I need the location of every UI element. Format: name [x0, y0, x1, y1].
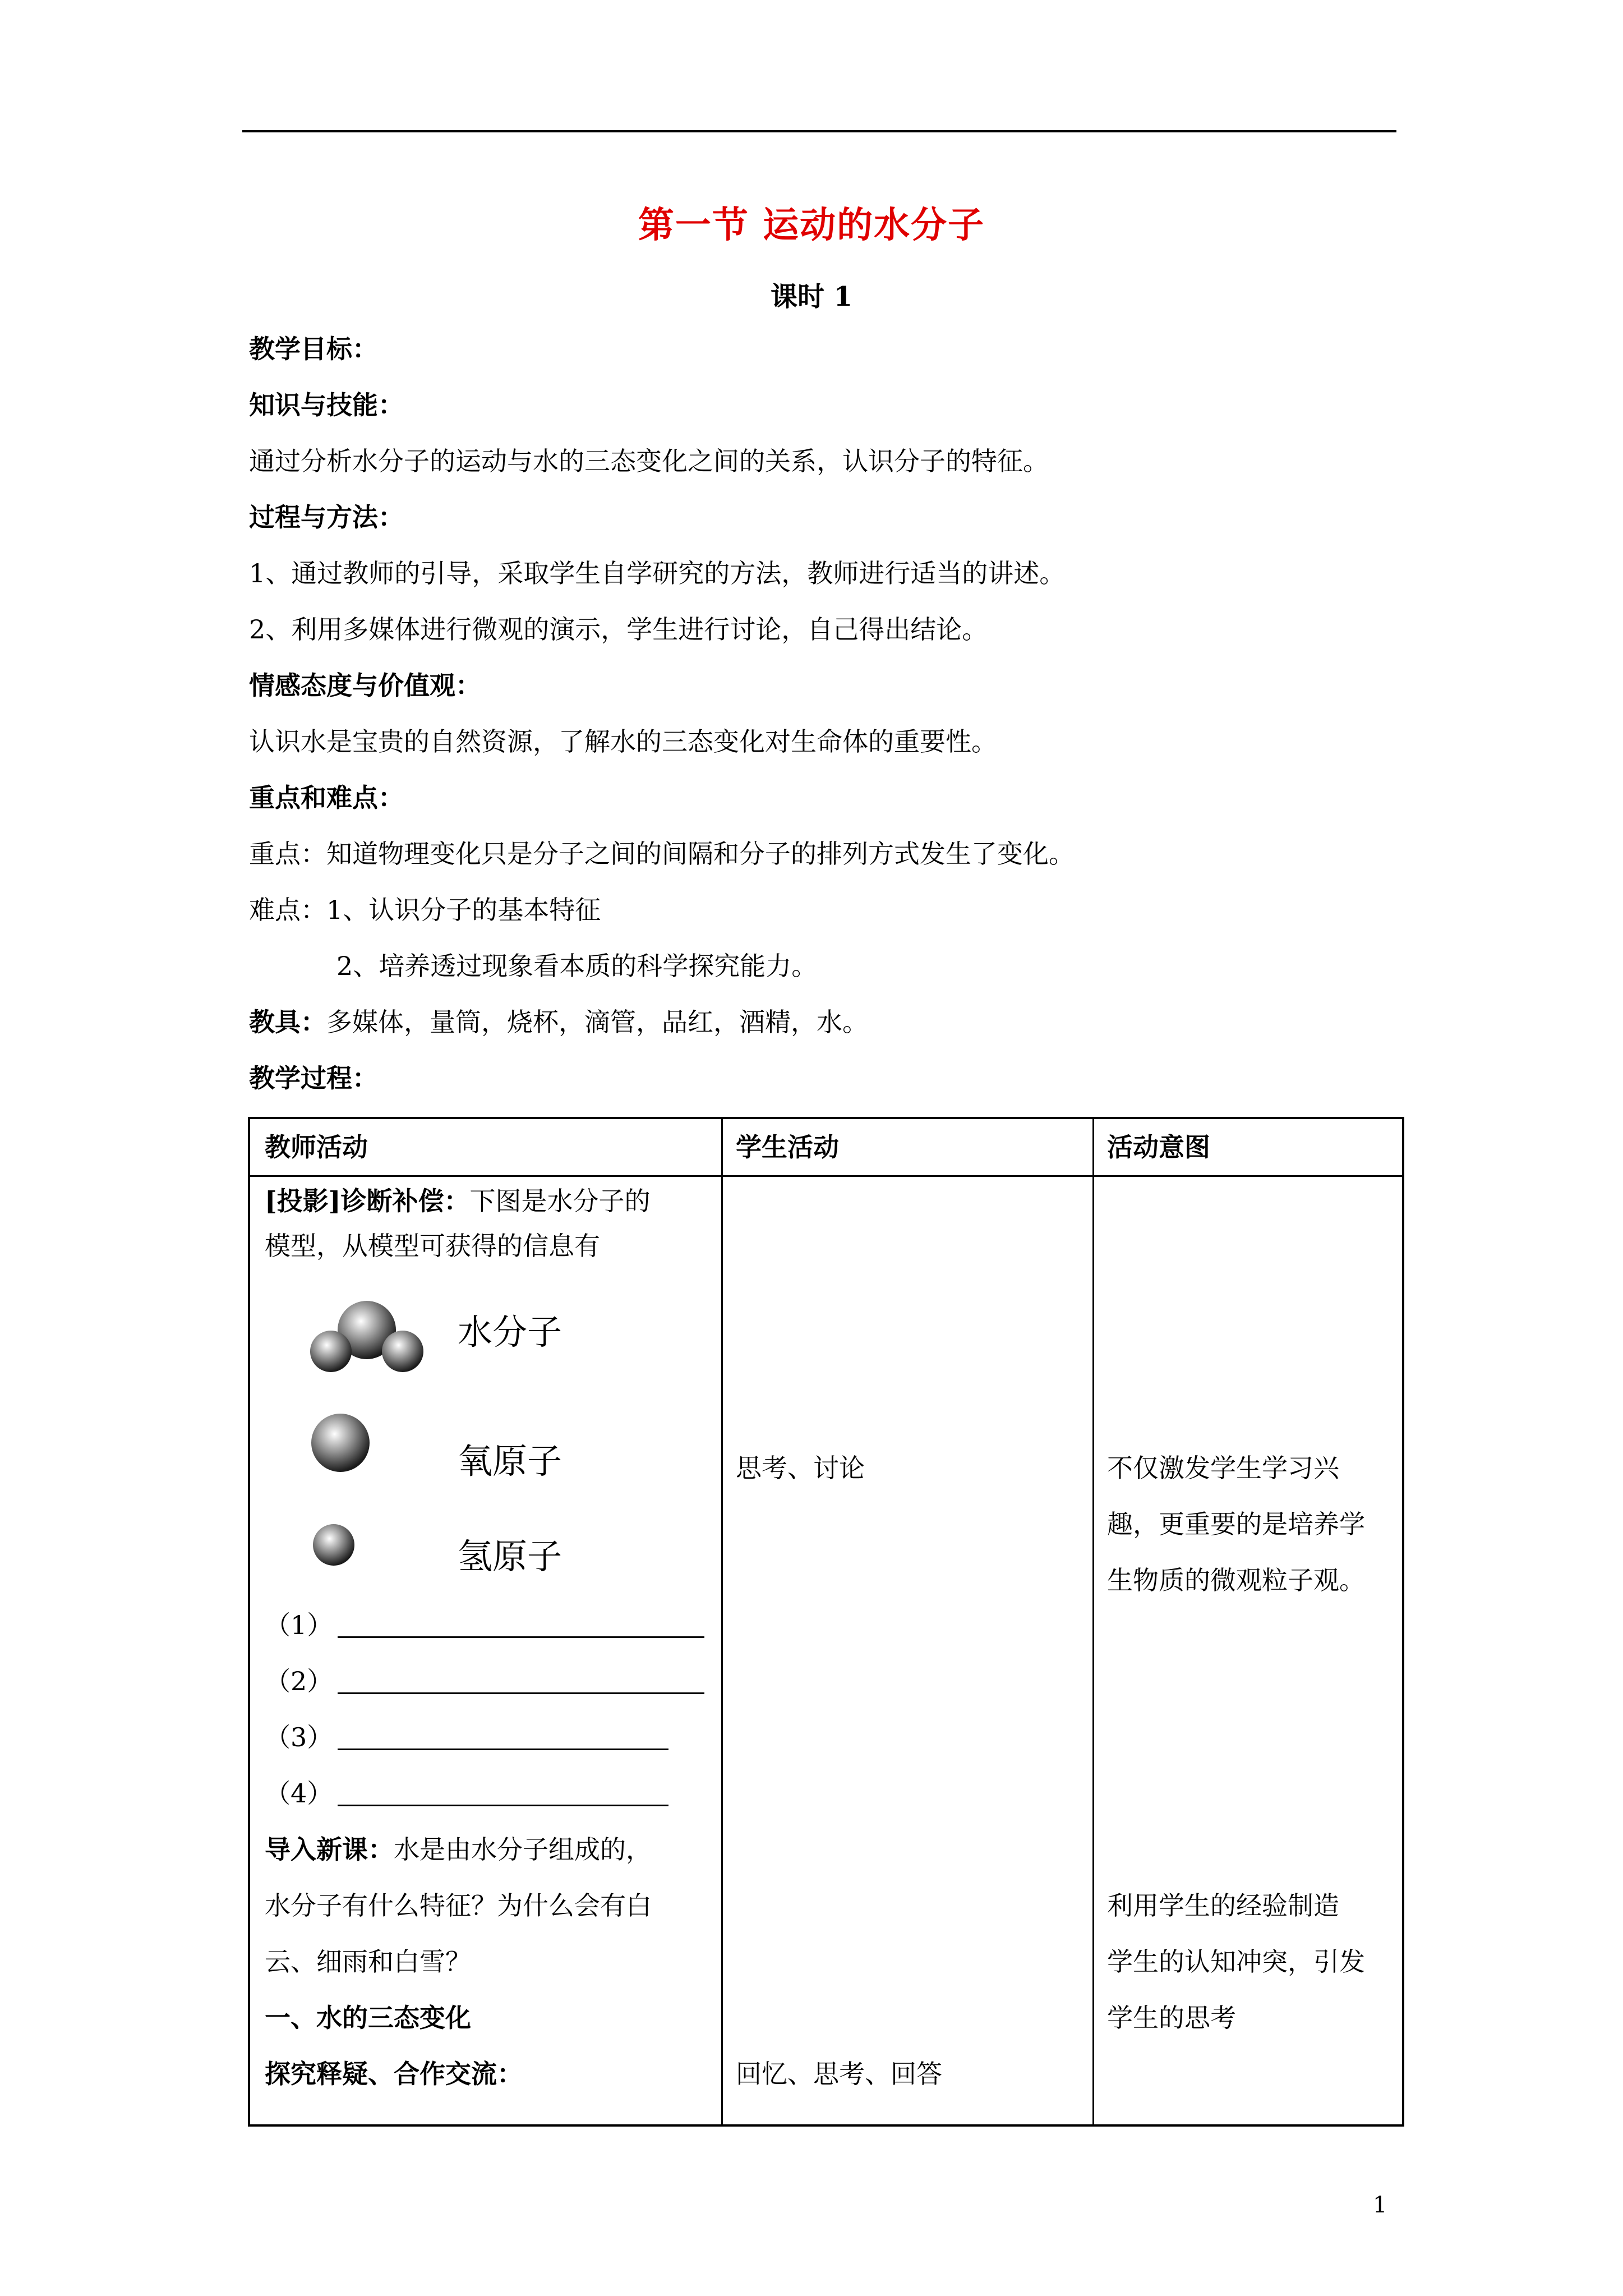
answer-blank-2[interactable] — [338, 1692, 704, 1694]
header-student-activity: 学生活动 — [736, 1132, 839, 1162]
knowledge-heading: 知识与技能： — [249, 390, 404, 420]
emotion-heading: 情感态度与价值观： — [249, 670, 481, 701]
difficulty-item-2: 2、培养透过现象看本质的科学探究能力。 — [336, 951, 818, 981]
header-teacher-activity: 教师活动 — [265, 1132, 368, 1162]
blank-label-3: （3） — [265, 1722, 333, 1752]
emotion-text: 认识水是宝贵的自然资源，了解水的三态变化对生命体的重要性。 — [249, 726, 997, 757]
intent-2-line-1: 利用学生的经验制造 — [1107, 1890, 1339, 1921]
intent-1-line-2: 趣，更重要的是培养学 — [1107, 1509, 1365, 1539]
projection-prefix: [投影]诊断补偿： — [265, 1186, 470, 1216]
tools-line — [249, 1005, 868, 1039]
intro-text-2: 水分子有什么特征？为什么会有白 — [265, 1890, 652, 1921]
blank-label-4: （4） — [265, 1778, 333, 1809]
explore-heading: 探究释疑、合作交流： — [265, 2059, 523, 2089]
student-activity-1: 思考、讨论 — [736, 1453, 865, 1483]
intent-2-line-3: 学生的思考 — [1107, 2003, 1236, 2033]
intro-prefix: 导入新课： — [265, 1834, 394, 1865]
projection-text-2: 模型，从模型可获得的信息有 — [265, 1231, 600, 1261]
projection-line-1 — [265, 1184, 651, 1218]
intro-text-3: 云、细雨和白雪？ — [265, 1947, 471, 1977]
answer-blank-3[interactable] — [338, 1749, 668, 1750]
page-title: 第一节 运动的水分子 — [638, 204, 985, 246]
knowledge-text: 通过分析水分子的运动与水的三态变化之间的关系，认识分子的特征。 — [249, 446, 1049, 476]
hydrogen-atom-model — [312, 1523, 357, 1568]
goals-heading: 教学目标： — [249, 334, 378, 364]
hydrogen-sphere-left — [310, 1331, 352, 1372]
answer-blank-1[interactable] — [338, 1636, 704, 1638]
blank-label-2: （2） — [265, 1666, 333, 1696]
lesson-table — [248, 1117, 1404, 2127]
intro-text-1: 水是由水分子组成的， — [394, 1834, 652, 1865]
hydrogen-atom-sphere — [313, 1524, 354, 1566]
intent-2-line-2: 学生的认知冲突，引发 — [1107, 1947, 1365, 1977]
intro-line-1 — [265, 1833, 652, 1866]
projection-text-1: 下图是水分子的 — [469, 1186, 651, 1216]
tools-text: 多媒体，量筒，烧杯，滴管，品红，酒精，水。 — [326, 1007, 868, 1037]
oxygen-atom-sphere — [311, 1414, 370, 1472]
difficulty-item-1: 难点：1、认识分子的基本特征 — [249, 895, 601, 925]
oxygen-atom-label: 氧原子 — [458, 1441, 562, 1481]
page-number: 1 — [1373, 2192, 1387, 2218]
process-steps-heading: 教学过程： — [249, 1063, 378, 1093]
process-heading: 过程与方法： — [249, 502, 404, 532]
hydrogen-atom-label: 氢原子 — [458, 1536, 562, 1577]
keypoints-heading: 重点和难点： — [249, 783, 404, 813]
oxygen-atom-model — [311, 1412, 372, 1476]
process-item-1: 1、通过教师的引导，采取学生自学研究的方法，教师进行适当的讲述。 — [249, 558, 1066, 588]
column-divider-1 — [721, 1119, 723, 2124]
answer-blank-4[interactable] — [338, 1805, 668, 1806]
intent-1-line-1: 不仅激发学生学习兴 — [1107, 1453, 1339, 1483]
column-divider-2 — [1092, 1119, 1094, 2124]
intent-1-line-3: 生物质的微观粒子观。 — [1107, 1565, 1365, 1595]
water-molecule-model — [310, 1297, 427, 1382]
hydrogen-sphere-right — [382, 1331, 423, 1372]
header-rule — [242, 130, 1396, 132]
lesson-subtitle: 课时 1 — [770, 281, 853, 312]
section-one-heading: 一、水的三态变化 — [265, 2003, 471, 2033]
process-item-2: 2、利用多媒体进行微观的演示，学生进行讨论，自己得出结论。 — [249, 614, 988, 645]
header-activity-intent: 活动意图 — [1107, 1132, 1210, 1162]
keypoint-text: 重点：知道物理变化只是分子之间的间隔和分子的排列方式发生了变化。 — [249, 839, 1075, 869]
blank-label-1: （1） — [265, 1610, 333, 1640]
student-activity-2: 回忆、思考、回答 — [736, 2059, 942, 2089]
tools-label: 教具： — [249, 1007, 326, 1037]
water-molecule-label: 水分子 — [458, 1312, 562, 1352]
